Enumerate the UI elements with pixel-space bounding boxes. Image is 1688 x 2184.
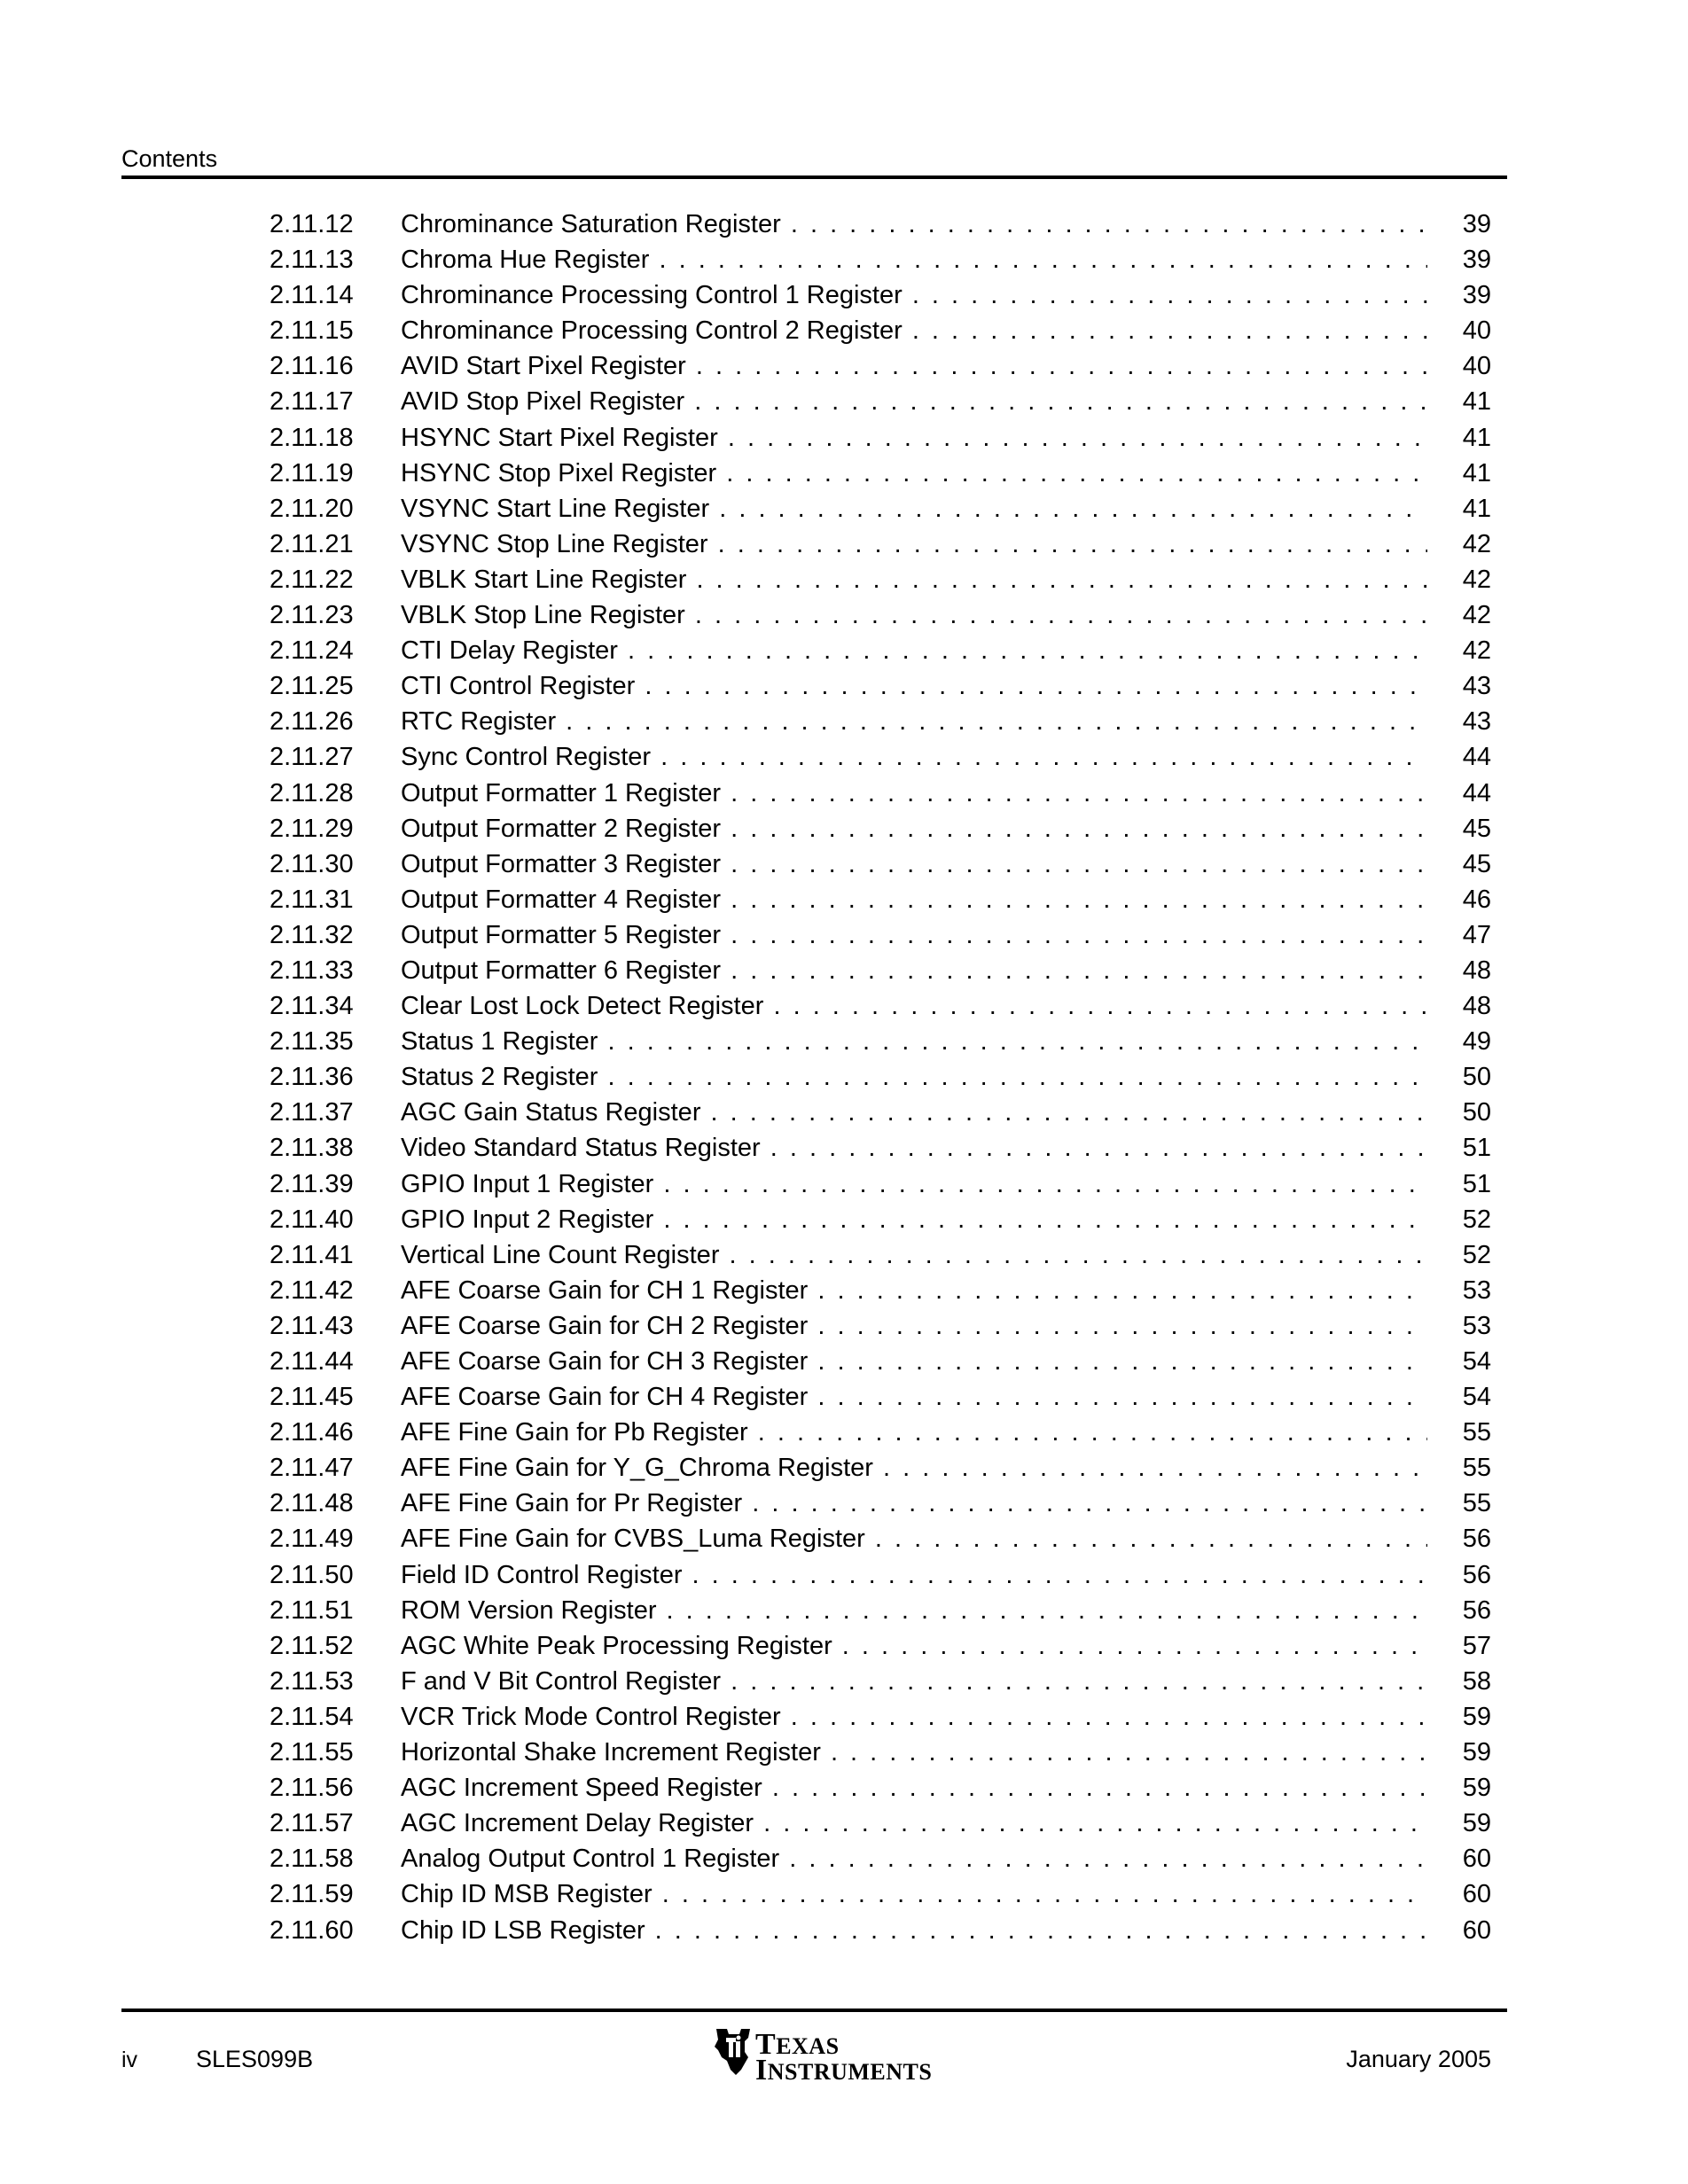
- toc-entry-number: 2.11.19: [270, 458, 354, 488]
- toc-entry-page: 57: [1462, 1631, 1491, 1660]
- toc-entry[interactable]: [0, 1202, 1688, 1237]
- toc-entry-title: AGC Gain Status Register . . .: [401, 1095, 1427, 1130]
- toc-entry-page: 41: [1462, 458, 1491, 488]
- toc-entry[interactable]: [0, 739, 1688, 775]
- toc-entry[interactable]: [0, 1095, 1688, 1130]
- toc-entry-number: 2.11.41: [270, 1240, 354, 1269]
- toc-entry-number: 2.11.14: [270, 281, 354, 310]
- toc-entry-number: 2.11.44: [270, 1347, 354, 1376]
- toc-entry-number: 2.11.58: [270, 1845, 354, 1874]
- toc-entry-title: Output Formatter 5 Register . . .: [401, 917, 1427, 953]
- toc-entry-number: 2.11.60: [270, 1915, 354, 1945]
- ti-logo: [709, 2025, 933, 2087]
- toc-entry-page: 59: [1462, 1774, 1491, 1803]
- toc-entry-page: 47: [1462, 920, 1491, 949]
- toc-entry-number: 2.11.38: [270, 1134, 354, 1163]
- toc-entry-page: 51: [1462, 1134, 1491, 1163]
- toc-entry-title: GPIO Input 1 Register . . .: [401, 1166, 1427, 1202]
- toc-entry-number: 2.11.49: [270, 1525, 354, 1554]
- toc-entry[interactable]: [0, 1024, 1688, 1059]
- toc-entry-number: 2.11.57: [270, 1809, 354, 1838]
- toc-entry-title: RTC Register . . .: [401, 704, 1427, 739]
- footer-date: January 2005: [1346, 2046, 1491, 2072]
- toc-entry[interactable]: [0, 348, 1688, 384]
- toc-entry-page: 40: [1462, 316, 1491, 346]
- toc-entry[interactable]: [0, 846, 1688, 882]
- toc-entry-number: 2.11.24: [270, 636, 354, 666]
- toc-entry-page: 41: [1462, 423, 1491, 452]
- toc-entry-number: 2.11.18: [270, 423, 354, 452]
- toc-entry-page: 58: [1462, 1666, 1491, 1696]
- toc-entry[interactable]: [0, 562, 1688, 597]
- toc-entry-number: 2.11.15: [270, 316, 354, 346]
- toc-entry-page: 41: [1462, 387, 1491, 417]
- toc-entry-page: 59: [1462, 1738, 1491, 1767]
- toc-entry-number: 2.11.22: [270, 565, 354, 594]
- toc-entry-title: VBLK Start Line Register . . .: [401, 562, 1427, 597]
- toc-entry-page: 42: [1462, 565, 1491, 594]
- toc-entry-number: 2.11.47: [270, 1454, 354, 1483]
- toc-entry-number: 2.11.31: [270, 885, 354, 914]
- toc-entry-number: 2.11.59: [270, 1880, 354, 1909]
- toc-entry-title: AFE Fine Gain for Pr Register . . .: [401, 1486, 1427, 1521]
- toc-entry-page: 43: [1462, 707, 1491, 737]
- toc-entry-page: 56: [1462, 1525, 1491, 1554]
- toc-entry-title: VBLK Stop Line Register . . .: [401, 597, 1427, 633]
- toc-entry[interactable]: [0, 1415, 1688, 1450]
- toc-entry-page: 44: [1462, 743, 1491, 772]
- toc-entry[interactable]: [0, 776, 1688, 811]
- toc-entry-title: HSYNC Start Pixel Register . . .: [401, 420, 1427, 456]
- toc-entry-title: Clear Lost Lock Detect Register . . .: [401, 988, 1427, 1024]
- toc-entry[interactable]: [0, 313, 1688, 348]
- toc-entry-page: 45: [1462, 849, 1491, 878]
- toc-entry-number: 2.11.34: [270, 992, 354, 1021]
- toc-entry-title: Output Formatter 2 Register . . .: [401, 811, 1427, 846]
- toc-entry[interactable]: [0, 277, 1688, 313]
- toc-entry[interactable]: [0, 1806, 1688, 1841]
- toc-entry-title: Status 1 Register . . .: [401, 1024, 1427, 1059]
- header-rule: [121, 176, 1507, 179]
- toc-entry-title: AGC Increment Delay Register . . .: [401, 1806, 1427, 1841]
- toc-entry-title: AFE Coarse Gain for CH 4 Register . . .: [401, 1379, 1427, 1415]
- toc-entry-title: Vertical Line Count Register . . .: [401, 1237, 1427, 1273]
- toc-entry-page: 40: [1462, 352, 1491, 381]
- toc-entry-title: Video Standard Status Register . . .: [401, 1130, 1427, 1166]
- toc-entry-title: Output Formatter 1 Register . . .: [401, 776, 1427, 811]
- toc-entry[interactable]: [0, 597, 1688, 633]
- toc-entry-page: 42: [1462, 601, 1491, 630]
- toc-entry-page: 48: [1462, 956, 1491, 985]
- toc-entry[interactable]: [0, 1521, 1688, 1556]
- toc-entry-title: VCR Trick Mode Control Register . . .: [401, 1699, 1427, 1735]
- toc-entry[interactable]: [0, 1770, 1688, 1806]
- toc-entry[interactable]: [0, 1876, 1688, 1912]
- toc-entry[interactable]: [0, 1273, 1688, 1308]
- toc-entry-number: 2.11.20: [270, 494, 354, 523]
- toc-entry[interactable]: [0, 1664, 1688, 1699]
- toc-entry-title: Sync Control Register . . .: [401, 739, 1427, 775]
- toc-entry-title: Status 2 Register . . .: [401, 1059, 1427, 1095]
- toc-entry-title: HSYNC Stop Pixel Register . . .: [401, 456, 1427, 491]
- toc-entry-number: 2.11.16: [270, 352, 354, 381]
- toc-entry-page: 41: [1462, 494, 1491, 523]
- footer-page-number: iv: [121, 2048, 138, 2072]
- toc-entry-page: 52: [1462, 1205, 1491, 1234]
- toc-entry-title: Field ID Control Register . . .: [401, 1557, 1427, 1593]
- toc-entry-number: 2.11.12: [270, 210, 354, 238]
- ti-logo-wordmark: TEXAS INSTRUMENTS: [755, 2028, 933, 2086]
- toc-entry[interactable]: [0, 1344, 1688, 1379]
- toc-entry-title: CTI Delay Register . . .: [401, 633, 1427, 668]
- toc-entry-number: 2.11.56: [270, 1774, 354, 1803]
- toc-entry-number: 2.11.48: [270, 1489, 354, 1518]
- toc-entry-title: AFE Coarse Gain for CH 3 Register . . .: [401, 1344, 1427, 1379]
- toc-entry-title: Output Formatter 4 Register . . .: [401, 882, 1427, 917]
- toc-entry-title: AFE Fine Gain for Pb Register . . .: [401, 1415, 1427, 1450]
- toc-entry-number: 2.11.28: [270, 778, 354, 807]
- toc-entry-number: 2.11.40: [270, 1205, 354, 1234]
- toc-entry-page: 53: [1462, 1311, 1491, 1340]
- footer-rule: [121, 2008, 1507, 2012]
- toc-entry-number: 2.11.29: [270, 814, 354, 843]
- toc-entry[interactable]: [0, 1913, 1688, 1948]
- toc-entry-number: 2.11.25: [270, 672, 354, 701]
- toc-entry-title: Analog Output Control 1 Register . . .: [401, 1841, 1427, 1876]
- toc-entry-number: 2.11.27: [270, 743, 354, 772]
- toc-entry-number: 2.11.46: [270, 1418, 354, 1447]
- toc-entry-title: ROM Version Register . . .: [401, 1593, 1427, 1628]
- toc-entry[interactable]: [0, 704, 1688, 739]
- toc-entry-title: VSYNC Start Line Register . . .: [401, 491, 1427, 526]
- toc-entry-number: 2.11.30: [270, 849, 354, 878]
- toc-entry-title: AGC Increment Speed Register . . .: [401, 1770, 1427, 1806]
- toc-entry-title: F and V Bit Control Register . . .: [401, 1664, 1427, 1699]
- toc-entry[interactable]: [0, 1557, 1688, 1593]
- toc-entry-page: 39: [1462, 246, 1491, 275]
- toc-entry[interactable]: [0, 1130, 1688, 1166]
- toc-entry-number: 2.11.32: [270, 920, 354, 949]
- toc-entry[interactable]: [0, 1735, 1688, 1770]
- toc-entry-title: VSYNC Stop Line Register . . .: [401, 526, 1427, 562]
- toc-entry-title: Chrominance Processing Control 1 Register . . .: [401, 277, 1427, 313]
- toc-entry-number: 2.11.35: [270, 1027, 354, 1057]
- toc-entry-page: 49: [1462, 1027, 1491, 1057]
- toc-entry-number: 2.11.54: [270, 1702, 354, 1731]
- toc-entry[interactable]: [0, 1486, 1688, 1521]
- toc-entry[interactable]: [0, 1699, 1688, 1735]
- toc-entry-title: AGC White Peak Processing Register . . .: [401, 1628, 1427, 1664]
- toc-entry-number: 2.11.43: [270, 1311, 354, 1340]
- toc-entry-page: 55: [1462, 1454, 1491, 1483]
- toc-entry[interactable]: [0, 384, 1688, 419]
- toc-entry-number: 2.11.51: [270, 1595, 354, 1625]
- ti-state-logo-icon: [709, 2025, 754, 2079]
- toc-entry[interactable]: [0, 633, 1688, 668]
- toc-entry-page: 53: [1462, 1275, 1491, 1305]
- toc-entry-number: 2.11.17: [270, 387, 354, 417]
- toc-entry-page: 44: [1462, 778, 1491, 807]
- toc-entry-page: 56: [1462, 1595, 1491, 1625]
- toc-entry[interactable]: [0, 526, 1688, 562]
- toc-entry[interactable]: [0, 1628, 1688, 1664]
- toc-entry[interactable]: [0, 1379, 1688, 1415]
- table-of-contents: [0, 207, 1688, 1948]
- toc-entry-title: AFE Coarse Gain for CH 2 Register . . .: [401, 1308, 1427, 1344]
- toc-entry-number: 2.11.36: [270, 1063, 354, 1092]
- toc-entry-title: AVID Stop Pixel Register . . .: [401, 384, 1427, 419]
- toc-entry[interactable]: [0, 988, 1688, 1024]
- toc-entry-page: 55: [1462, 1418, 1491, 1447]
- toc-entry-page: 39: [1462, 281, 1491, 310]
- toc-entry-page: 52: [1462, 1240, 1491, 1269]
- toc-entry-page: 46: [1462, 885, 1491, 914]
- toc-entry-page: 43: [1462, 672, 1491, 701]
- toc-entry-number: 2.11.26: [270, 707, 354, 737]
- toc-entry-title: Horizontal Shake Increment Register . . .: [401, 1735, 1427, 1770]
- toc-entry-page: 60: [1462, 1915, 1491, 1945]
- toc-entry-title: AFE Fine Gain for CVBS_Luma Register . . .: [401, 1521, 1427, 1556]
- toc-entry[interactable]: [0, 1450, 1688, 1486]
- toc-entry[interactable]: [0, 882, 1688, 917]
- toc-entry-number: 2.11.55: [270, 1738, 354, 1767]
- toc-entry-title: Chroma Hue Register . . .: [401, 242, 1427, 277]
- toc-entry-page: 54: [1462, 1347, 1491, 1376]
- toc-entry-number: 2.11.45: [270, 1383, 354, 1412]
- toc-entry-title: GPIO Input 2 Register . . .: [401, 1202, 1427, 1237]
- toc-entry[interactable]: [0, 1237, 1688, 1273]
- toc-entry[interactable]: [0, 242, 1688, 277]
- toc-entry-number: 2.11.23: [270, 601, 354, 630]
- toc-entry[interactable]: [0, 668, 1688, 704]
- toc-entry-title: Chrominance Saturation Register . . .: [401, 207, 1427, 242]
- toc-entry[interactable]: [0, 207, 1688, 242]
- toc-entry-page: 50: [1462, 1098, 1491, 1127]
- footer-document-id: SLES099B: [196, 2046, 314, 2072]
- toc-entry[interactable]: [0, 1593, 1688, 1628]
- toc-entry-title: Output Formatter 6 Register . . .: [401, 953, 1427, 988]
- toc-entry[interactable]: [0, 1166, 1688, 1202]
- toc-entry-number: 2.11.39: [270, 1169, 354, 1198]
- toc-entry-page: 55: [1462, 1489, 1491, 1518]
- toc-entry-page: 48: [1462, 992, 1491, 1021]
- toc-entry-title: Output Formatter 3 Register . . .: [401, 846, 1427, 882]
- toc-entry[interactable]: [0, 456, 1688, 491]
- toc-entry[interactable]: [0, 491, 1688, 526]
- toc-entry-number: 2.11.52: [270, 1631, 354, 1660]
- toc-entry[interactable]: [0, 917, 1688, 953]
- toc-entry-title: Chrominance Processing Control 2 Register . . .: [401, 313, 1427, 348]
- toc-entry[interactable]: [0, 1841, 1688, 1876]
- toc-entry-title: Chip ID LSB Register . . .: [401, 1913, 1427, 1948]
- toc-entry-page: 50: [1462, 1063, 1491, 1092]
- toc-entry-title: CTI Control Register . . .: [401, 668, 1427, 704]
- toc-entry-page: 60: [1462, 1845, 1491, 1874]
- toc-entry-page: 42: [1462, 529, 1491, 558]
- toc-entry-page: 54: [1462, 1383, 1491, 1412]
- toc-entry[interactable]: [0, 953, 1688, 988]
- toc-entry-page: 59: [1462, 1702, 1491, 1731]
- toc-entry-page: 59: [1462, 1809, 1491, 1838]
- toc-entry-title: AFE Fine Gain for Y_G_Chroma Register . . .: [401, 1450, 1427, 1486]
- toc-entry-number: 2.11.42: [270, 1275, 354, 1305]
- toc-entry[interactable]: [0, 420, 1688, 456]
- toc-entry-number: 2.11.37: [270, 1098, 354, 1127]
- toc-entry-number: 2.11.53: [270, 1666, 354, 1696]
- toc-entry-title: Chip ID MSB Register . . .: [401, 1876, 1427, 1912]
- toc-entry[interactable]: [0, 811, 1688, 846]
- toc-entry-page: 42: [1462, 636, 1491, 666]
- toc-entry-title: AFE Coarse Gain for CH 1 Register . . .: [401, 1273, 1427, 1308]
- toc-entry-number: 2.11.21: [270, 529, 354, 558]
- toc-entry[interactable]: [0, 1059, 1688, 1095]
- toc-entry-number: 2.11.50: [270, 1560, 354, 1589]
- toc-entry-page: 60: [1462, 1880, 1491, 1909]
- toc-entry-page: 51: [1462, 1169, 1491, 1198]
- toc-entry-page: 45: [1462, 814, 1491, 843]
- header-contents-label: Contents: [121, 145, 218, 172]
- toc-entry-page: 39: [1462, 210, 1491, 238]
- toc-entry-page: 56: [1462, 1560, 1491, 1589]
- toc-entry-title: AVID Start Pixel Register . . .: [401, 348, 1427, 384]
- toc-entry[interactable]: [0, 1308, 1688, 1344]
- toc-entry-number: 2.11.13: [270, 246, 354, 275]
- toc-entry-number: 2.11.33: [270, 956, 354, 985]
